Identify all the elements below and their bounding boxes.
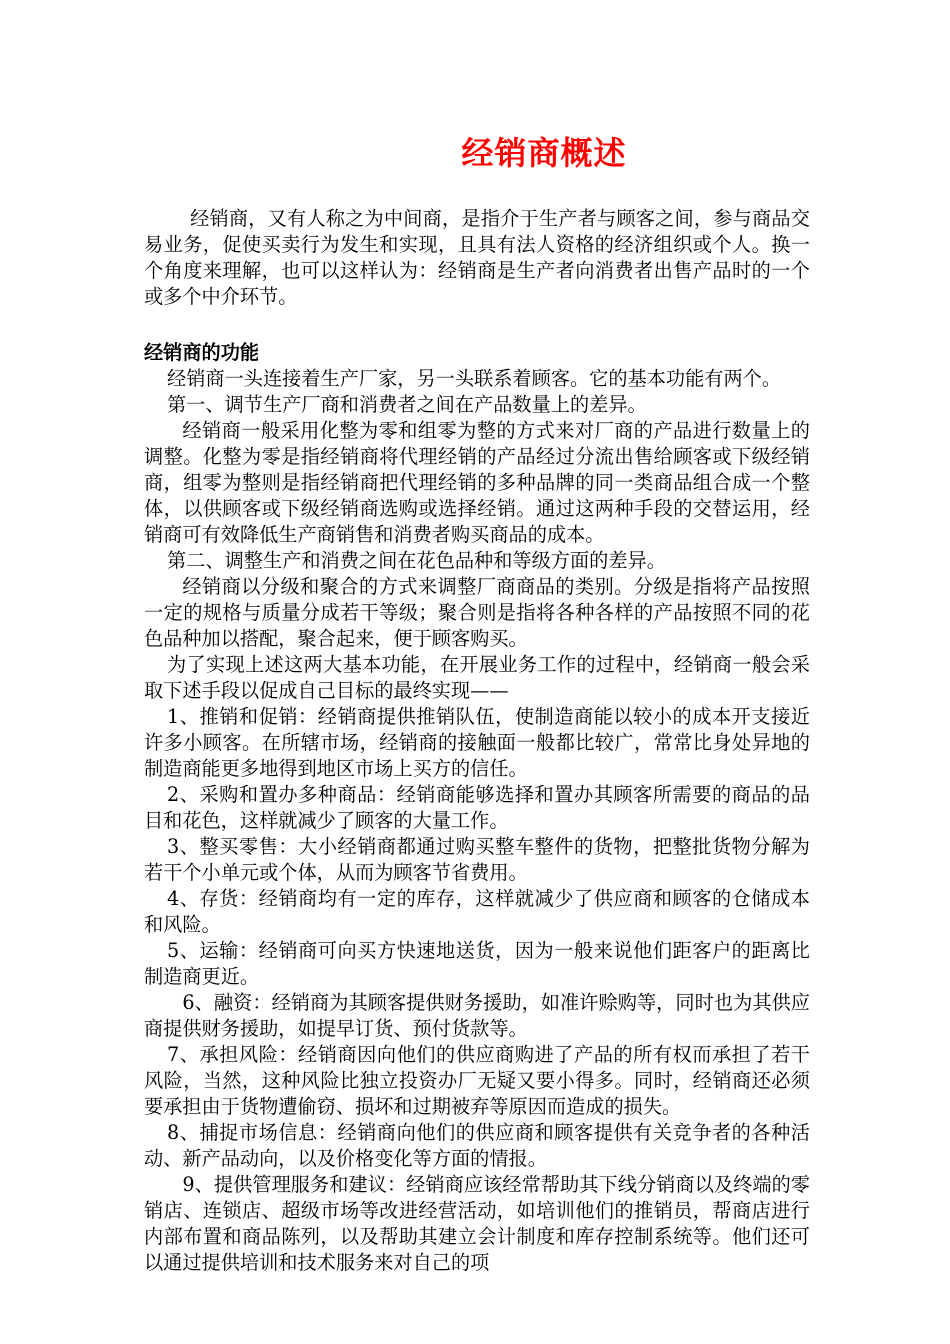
document-body xyxy=(144,206,810,1276)
paragraph: 经销商一头连接着生产厂家，另一头联系着顾客。它的基本功能有两个。 xyxy=(167,367,782,390)
list-item: 6、融资：经销商为其顾客提供财务援助，如准许赊购等，同时也为其供应商提供财务援助，如提早订货、预付货款等。 xyxy=(144,991,810,1040)
list-item: 3、整买零售：大小经销商都通过购买整车整件的货物，把整批货物分解为若干个小单元或个体，从而为顾客节省费用。 xyxy=(144,835,810,884)
list-item: 7、承担风险：经销商因向他们的供应商购进了产品的所有权而承担了若干风险，当然，这种风险比独立投资办厂无疑又要小得多。同时，经销商还必须要承担由于货物遭偷窃、损坏和过期被弃等原因而造成的损失。 xyxy=(144,1043,810,1118)
list-item: 2、采购和置办多种商品：经销商能够选择和置办其顾客所需要的商品的品目和花色，这样就减少了顾客的大量工作。 xyxy=(144,783,810,832)
intro-paragraph: 经销商，又有人称之为中间商，是指介于生产者与顾客之间，参与商品交易业务，促使买卖行为发生和实现，且具有法人资格的经济组织或个人。换一个角度来理解，也可以这样认为：经销商是生产者向消费者出售产品时的一个或多个中介环节。 xyxy=(144,207,810,308)
list-item: 9、提供管理服务和建议：经销商应该经常帮助其下线分销商以及终端的零销店、连锁店、超级市场等改进经营活动，如培训他们的推销员，帮商店进行内部布置和商品陈列，以及帮助其建立会计制度和库存控制系统等。他们还可以通过提供培训和技术服务来对自己的项 xyxy=(144,1173,810,1274)
paragraph: 经销商一般采用化整为零和组零为整的方式来对厂商的产品进行数量上的调整。化整为零是指经销商将代理经销的产品经过分流出售给顾客或下级经销商，组零为整则是指经销商把代理经销的多种品牌的同一类商品组合成一个整体，以供顾客或下级经销商选购或选择经销。通过这两种手段的交替运用，经销商可有效降低生产商销售和消费者购买商品的成本。 xyxy=(144,419,810,546)
section-heading: 经销商的功能 xyxy=(144,341,260,364)
paragraph: 为了实现上述这两大基本功能，在开展业务工作的过程中，经销商一般会采取下述手段以促成自己目标的最终实现—— xyxy=(144,653,810,702)
paragraph: 第二、调整生产和消费之间在花色品种和等级方面的差异。 xyxy=(167,549,666,572)
paragraph: 经销商以分级和聚合的方式来调整厂商商品的类别。分级是指将产品按照一定的规格与质量分成若干等级；聚合则是指将各种各样的产品按照不同的花色品种加以搭配，聚合起来，便于顾客购买。 xyxy=(144,575,810,650)
paragraph: 第一、调节生产厂商和消费者之间在产品数量上的差异。 xyxy=(167,393,647,416)
list-item: 8、捕捉市场信息：经销商向他们的供应商和顾客提供有关竞争者的各种活动、新产品动向，以及价格变化等方面的情报。 xyxy=(144,1121,810,1170)
list-item: 5、运输：经销商可向买方快速地送货，因为一般来说他们距客户的距离比制造商更近。 xyxy=(144,939,810,988)
paragraph-spacer xyxy=(144,310,810,336)
list-item: 1、推销和促销：经销商提供推销队伍，使制造商能以较小的成本开支接近许多小顾客。在所辖市场，经销商的接触面一般都比较广，常常比身处异地的制造商能更多地得到地区市场上买方的信任。 xyxy=(144,705,810,780)
document-title: 经销商概述 xyxy=(461,134,627,172)
list-item: 4、存货：经销商均有一定的库存，这样就减少了供应商和顾客的仓储成本和风险。 xyxy=(144,887,810,936)
